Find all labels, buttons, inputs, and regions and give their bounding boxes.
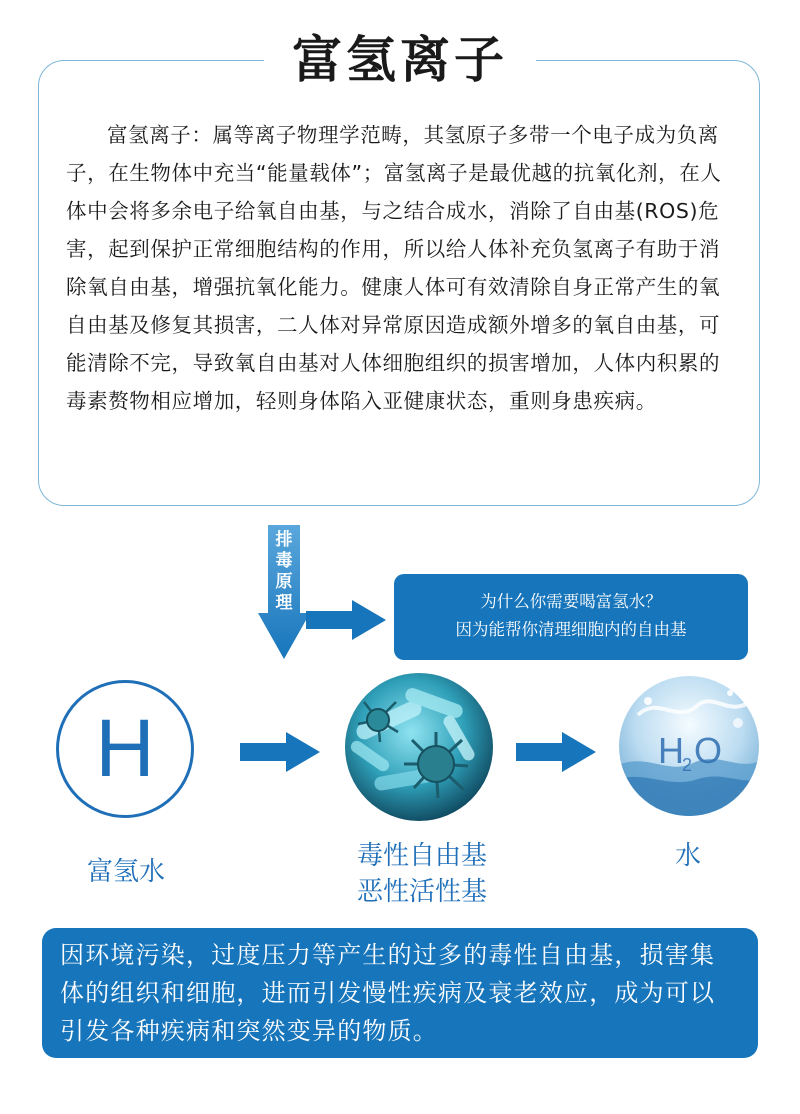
bottom-info-box [42, 928, 758, 1058]
intro-paragraph: 富氢离子：属等离子物理学范畴，其氢原子多带一个电子成为负离子，在生物体中充当“能量载体”；富氢离子是最优越的抗氧化剂，在人体中会将多余电子给氧自由基，与之结合成水，消除了自由基(ROS)危害，起到保护正常细胞结构的作用，所以给人体补充负氢离子有助于消除氧自由基，增强抗氧化能力。健康人体可有效清除自身正常产生的氧自由基及修复其损害，二人体对异常原因造成额外增多的氧自由基，可能清除不完，导致氧自由基对人体细胞组织的损害增加，人体内积累的毒素赘物相应增加，轻则身体陷入亚健康状态，重则身患疾病。 [66, 123, 722, 413]
page-title: 富氢离子 [264, 28, 536, 92]
arrow-right-icon [240, 732, 320, 772]
svg-text:2: 2 [682, 755, 693, 775]
svg-text:O: O [694, 730, 723, 771]
detox-char-1: 排 [275, 530, 293, 550]
title-wrap [0, 28, 800, 92]
arrow-right-icon [306, 600, 386, 640]
detox-char-4: 理 [275, 593, 293, 613]
svg-text:H: H [658, 730, 684, 771]
answer-line: 因为能帮你清理细胞内的自由基 [455, 620, 687, 639]
hydrogen-water-label: 富氢水 [86, 857, 165, 887]
bacteria-icon [344, 672, 494, 822]
water-label: 水 [674, 841, 701, 871]
detox-principle-label [270, 530, 298, 614]
radical-label-line2: 恶性活性基 [356, 877, 487, 907]
detox-char-2: 毒 [275, 551, 293, 571]
bottom-info-text: 因环境污染，过度压力等产生的过多的毒性自由基，损害集体的组织和细胞，进而引发慢性疾病及衰老效应，成为可以引发各种疾病和突然变异的物质。 [60, 941, 716, 1045]
water-splash-icon [618, 675, 760, 817]
detox-char-3: 原 [275, 572, 293, 592]
question-line: 为什么你需要喝富氢水？ [480, 592, 662, 611]
radical-label-line1: 毒性自由基 [356, 841, 487, 871]
arrow-right-icon [516, 732, 596, 772]
question-box [394, 574, 748, 660]
radical-label [330, 838, 514, 910]
hydrogen-symbol: H [56, 680, 194, 818]
